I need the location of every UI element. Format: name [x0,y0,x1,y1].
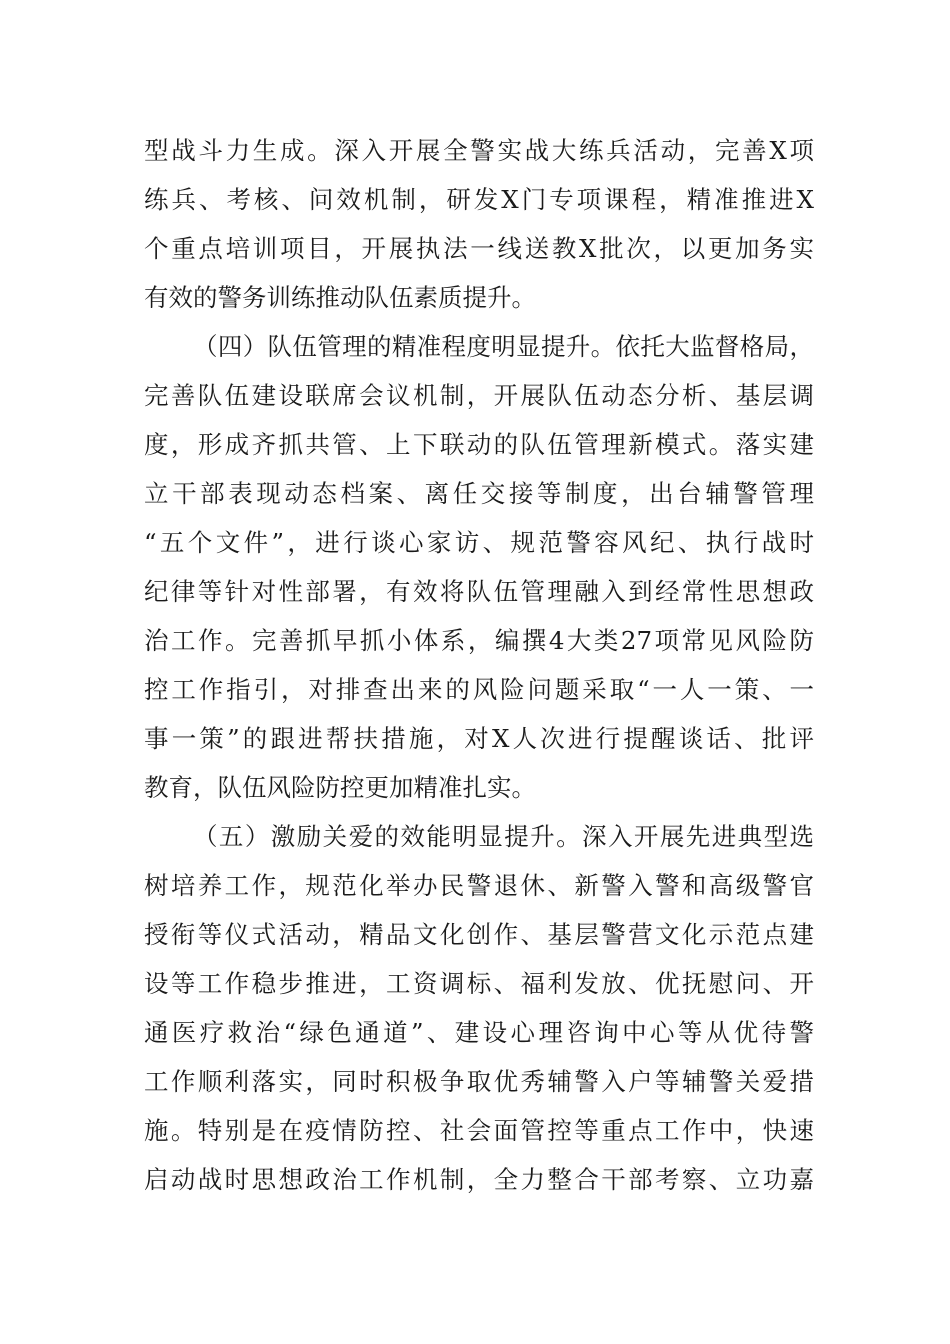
paragraph-heading-line: （四）队伍管理的精准程度明显提升。依托大监督格局， [193,332,814,361]
text-line: 控工作指引，对排查出来的风险问题采取“一人一策、一 [144,675,814,704]
text-line: 通医疗救治“绿色通道”、建设心理咨询中心等从优待警 [144,1018,814,1047]
text-line: 树培养工作，规范化举办民警退休、新警入警和高级警官 [144,871,814,900]
text-line: 完善队伍建设联席会议机制，开展队伍动态分析、基层调 [144,381,814,410]
text-line: 立干部表现动态档案、离任交接等制度，出台辅警管理 [144,479,814,508]
text-line: 纪律等针对性部署，有效将队伍管理融入到经常性思想政 [144,577,814,606]
text-line: 度，形成齐抓共管、上下联动的队伍管理新模式。落实建 [144,430,814,459]
paragraph-heading-line: （五）激励关爱的效能明显提升。深入开展先进典型选 [193,822,814,851]
text-line: 工作顺利落实，同时积极争取优秀辅警入户等辅警关爱措 [144,1067,814,1096]
text-line: “五个文件”，进行谈心家访、规范警容风纪、执行战时 [144,528,814,557]
text-line: 个重点培训项目，开展执法一线送教X批次，以更加务实 [144,234,814,263]
text-line: 型战斗力生成。深入开展全警实战大练兵活动，完善X项 [144,136,814,165]
text-line: 练兵、考核、问效机制，研发X门专项课程，精准推进X [144,185,814,214]
text-line: 启动战时思想政治工作机制，全力整合干部考察、立功嘉 [144,1165,814,1194]
text-line: 施。特别是在疫情防控、社会面管控等重点工作中，快速 [144,1116,814,1145]
text-line: 授衔等仪式活动，精品文化创作、基层警营文化示范点建 [144,920,814,949]
text-line-paragraph-end: 有效的警务训练推动队伍素质提升。 [144,283,536,312]
text-line: 设等工作稳步推进，工资调标、福利发放、优抚慰问、开 [144,969,814,998]
text-line: 事一策”的跟进帮扶措施，对X人次进行提醒谈话、批评 [144,724,814,753]
text-line-paragraph-end: 教育，队伍风险防控更加精准扎实。 [144,773,536,802]
text-line: 治工作。完善抓早抓小体系，编撰4大类27项常见风险防 [144,626,814,655]
